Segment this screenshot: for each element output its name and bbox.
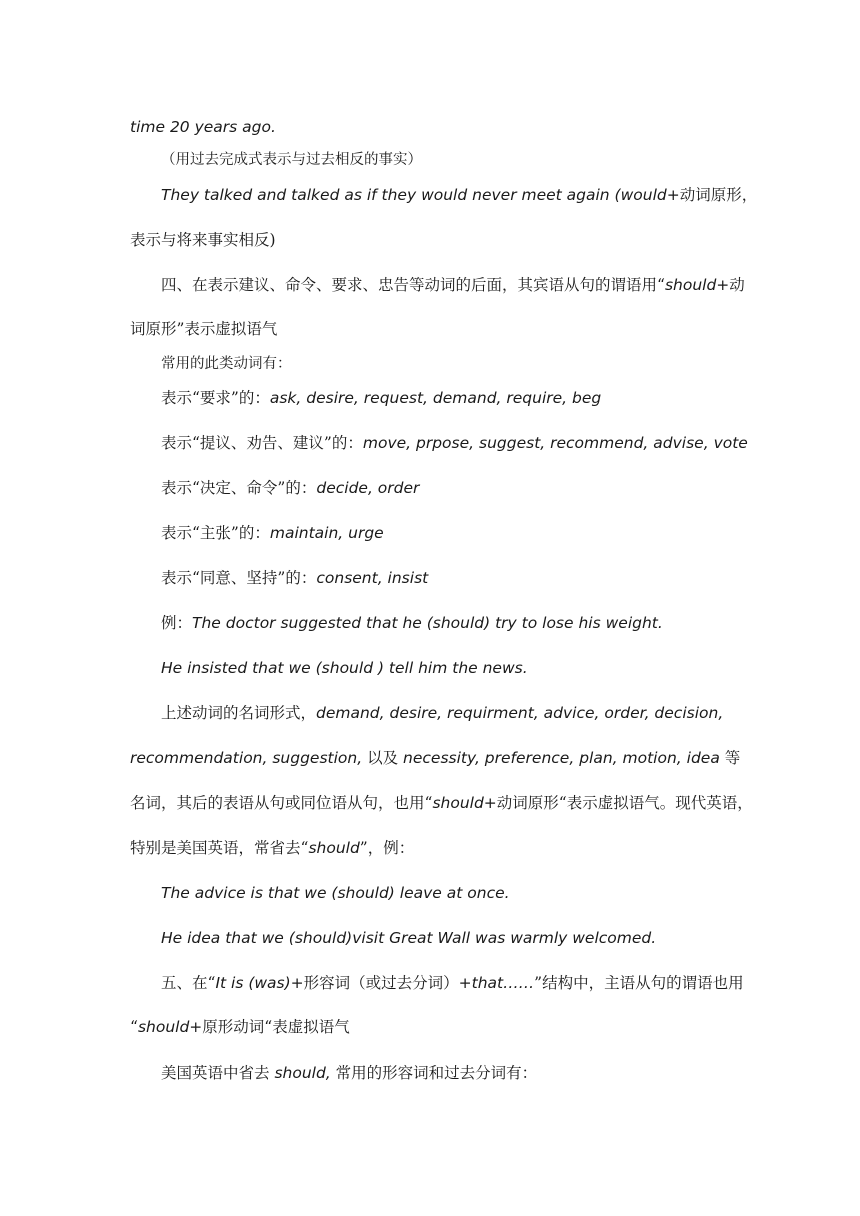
text-line-10: 表示“决定、命令”的：decide, order	[161, 479, 420, 497]
text-line-16: recommendation, suggestion, 以及 necessity, preference, plan, motion, idea 等	[130, 749, 741, 767]
text-line-4: 表示与将来事实相反)	[130, 231, 276, 249]
text-line-9: 表示“提议、劝告、建议”的：move, prpose, suggest, recommend, advise, vote	[161, 434, 748, 452]
text-line-22: “should+原形动词“表虚拟语气	[130, 1018, 350, 1036]
text-line-12: 表示“同意、坚持”的：consent, insist	[161, 569, 429, 587]
text-line-6: 词原形”表示虚拟语气	[130, 320, 278, 338]
text-line-1: time 20 years ago.	[130, 118, 276, 136]
text-line-17: 名词，其后的表语从句或同位语从句，也用“should+动词原形“表示虚拟语气。现代英语，	[130, 794, 753, 812]
text-line-19: The advice is that we (should) leave at once.	[161, 884, 510, 902]
text-line-7: 常用的此类动词有：	[161, 356, 292, 372]
text-line-14: He insisted that we (should ) tell him the news.	[161, 659, 528, 677]
text-line-5: 四、在表示建议、命令、要求、忠告等动词的后面，其宾语从句的谓语用“should+动	[161, 276, 745, 294]
text-line-2: （用过去完成式表示与过去相反的事实）	[161, 152, 422, 168]
text-line-20: He idea that we (should)visit Great Wall was warmly welcomed.	[161, 929, 657, 947]
text-line-3: They talked and talked as if they would never meet again (would+动词原形，	[161, 186, 758, 204]
text-line-18: 特别是美国英语，常省去“should”，例：	[130, 839, 415, 857]
text-line-11: 表示“主张”的：maintain, urge	[161, 524, 384, 542]
text-line-21: 五、在“It is (was)+形容词（或过去分词）+that……”结构中，主语从句的谓语也用	[161, 974, 744, 992]
text-line-23: 美国英语中省去 should, 常用的形容词和过去分词有：	[161, 1064, 538, 1082]
text-line-8: 表示“要求”的：ask, desire, request, demand, require, beg	[161, 389, 602, 407]
text-line-15: 上述动词的名词形式，demand, desire, requirment, advice, order, decision,	[161, 704, 724, 722]
text-line-13: 例：The doctor suggested that he (should) try to lose his weight.	[161, 614, 663, 632]
